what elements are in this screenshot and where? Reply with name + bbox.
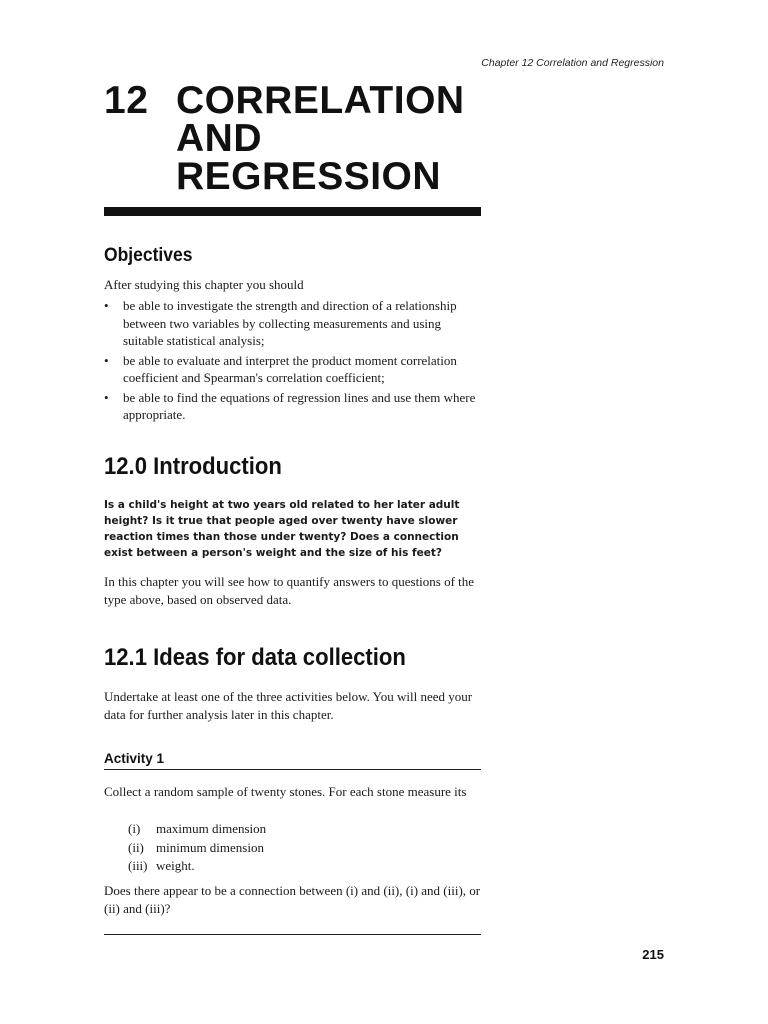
title-rule <box>104 207 481 216</box>
chapter-title-line: CORRELATION <box>176 79 465 122</box>
list-item <box>104 352 482 387</box>
chapter-title-line: REGRESSION <box>176 155 442 198</box>
objectives-list <box>104 297 482 426</box>
ideas-heading: 12.1 Ideas for data collection <box>104 644 406 671</box>
activity-list <box>128 820 266 876</box>
list-item <box>128 820 266 839</box>
list-item-text: be able to evaluate and interpret the product moment correlation coefficient and Spearman's correlation coefficient; <box>123 352 457 385</box>
list-marker: (iii) <box>128 858 148 873</box>
objectives-intro: After studying this chapter you should <box>104 277 304 292</box>
chapter-title-lines <box>176 79 465 198</box>
chapter-number: 12 <box>104 79 149 122</box>
list-item <box>104 389 482 424</box>
introduction-paragraph: In this chapter you will see how to quantify answers to questions of the type above, based on observed data. <box>104 574 475 607</box>
page-number: 215 <box>642 947 664 962</box>
ideas-paragraph: Undertake at least one of the three activities below. You will need your data for further analysis later in this chapter. <box>104 689 473 722</box>
list-item <box>128 839 266 858</box>
activity-heading: Activity 1 <box>104 751 165 766</box>
bullet-icon: • <box>104 352 109 368</box>
list-item-text: be able to investigate the strength and direction of a relationship between two variables by collecting measurements and using suitable statistical analysis; <box>123 298 457 348</box>
list-item-text: minimum dimension <box>156 839 264 855</box>
activity-paragraph: Collect a random sample of twenty stones. For each stone measure its <box>104 784 467 799</box>
activity-rule <box>104 769 481 770</box>
chapter-title-line: AND <box>176 117 262 160</box>
introduction-questions: Is a child's height at two years old related to her later adult height? Is it true that people aged over twenty have slower reaction times than those under twenty? Does a connection exist between a person's weight and the size of his feet? <box>104 499 460 559</box>
bullet-icon: • <box>104 298 109 313</box>
running-header: Chapter 12 Correlation and Regression <box>481 57 664 69</box>
list-item-text: weight. <box>156 858 195 873</box>
list-item-text: be able to find the equations of regression lines and use them where appropriate. <box>123 389 476 422</box>
list-item-text: maximum dimension <box>156 821 267 836</box>
bullet-icon: • <box>104 389 109 405</box>
activity-question: Does there appear to be a connection between (i) and (ii), (i) and (iii), or (ii) and (iii)? <box>104 883 481 916</box>
list-marker: (i) <box>128 821 141 836</box>
list-marker: (ii) <box>128 839 144 855</box>
list-item <box>128 857 266 876</box>
objectives-heading: Objectives <box>104 245 193 266</box>
introduction-heading: 12.0 Introduction <box>104 453 282 480</box>
bottom-rule <box>104 934 481 935</box>
list-item <box>104 297 482 350</box>
